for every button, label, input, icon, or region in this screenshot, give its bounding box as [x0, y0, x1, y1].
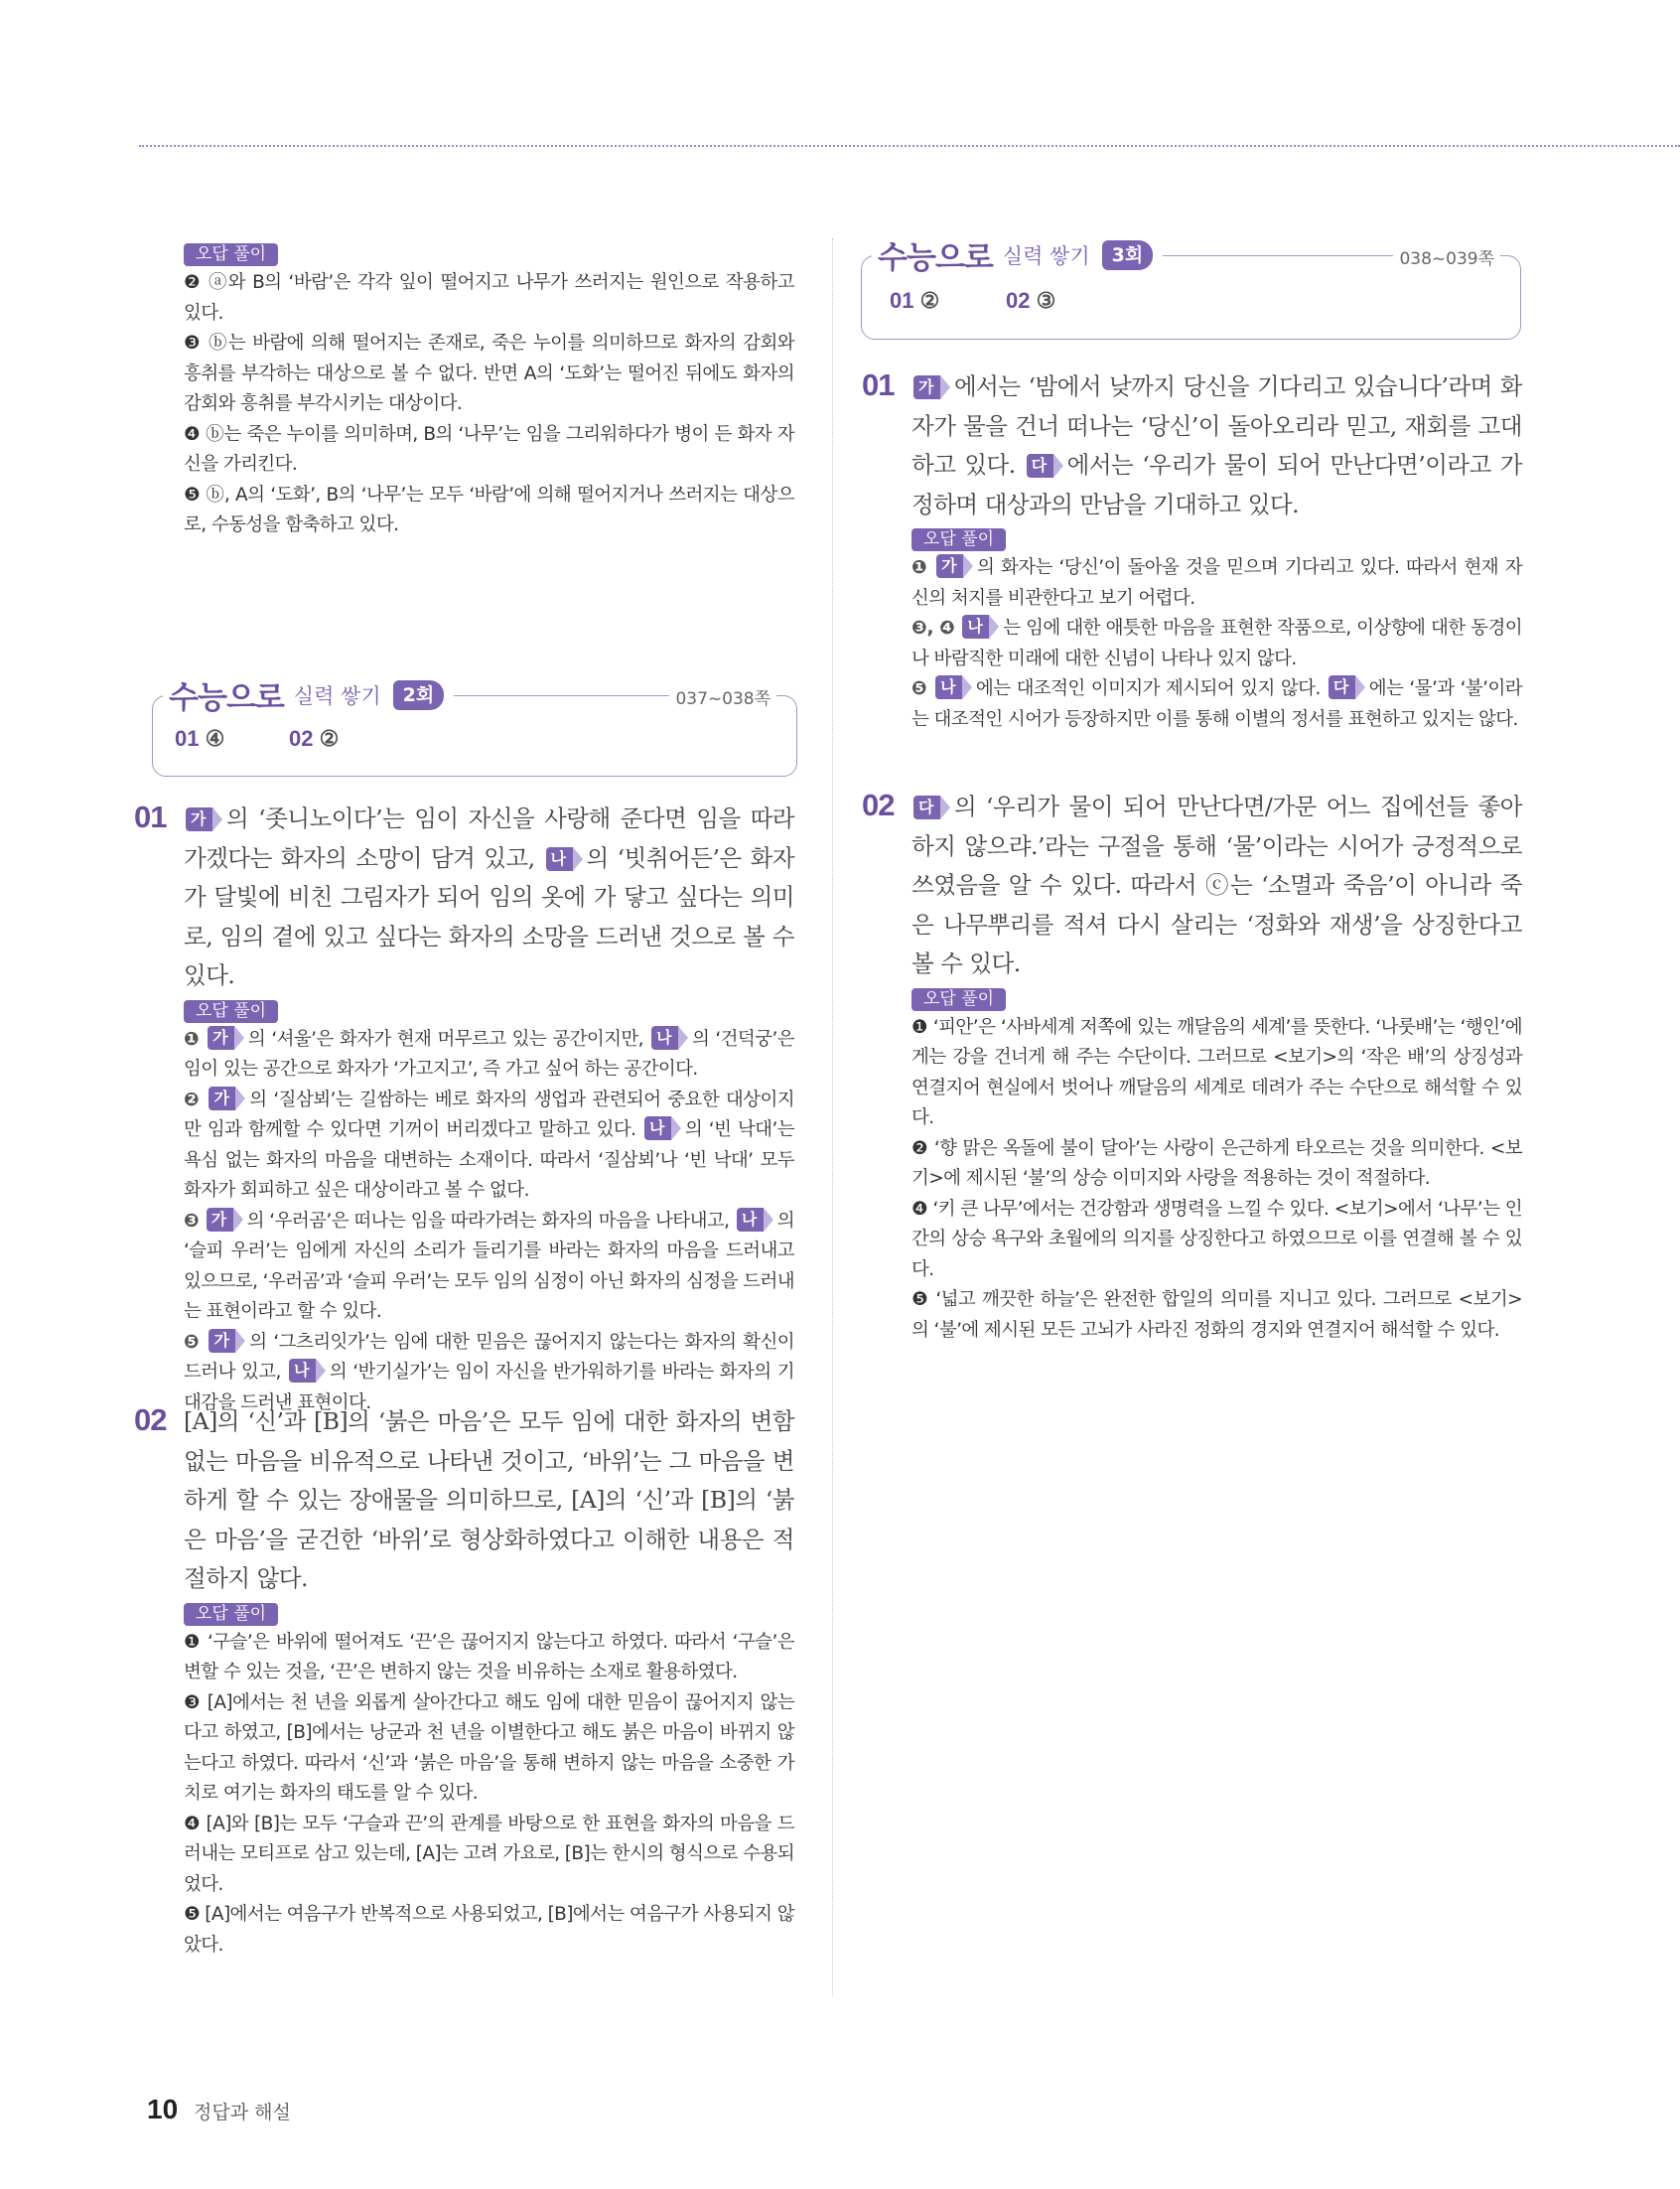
explanation-list — [184, 1628, 794, 1962]
explanation-list — [184, 268, 794, 541]
page-range: 037~038쪽 — [669, 684, 776, 709]
passage-badge: 나 — [289, 1359, 316, 1383]
column-divider — [832, 238, 833, 1996]
question-answer-text: 다 의 ‘우리가 물이 되어 만난다면/가문 어느 집에선들 좋아하지 않으랴.’라는 구절을 통해 ‘물’이라는 시어가 긍정적으로 쓰였음을 알 수 있다. 따라서 ⓒ는 ‘소멸과 죽음’이 아니라 죽은 나무뿌리를 적셔 다시 살리는 ‘정화와 재생’을 상징한다고 볼 수 있다. — [911, 793, 1522, 977]
question-number: 01 — [862, 367, 895, 402]
question-number: 02 — [134, 1402, 167, 1437]
explanation-list — [184, 1025, 794, 1419]
intro-explanation — [184, 243, 794, 541]
explanation-line: ❸, ❹ 나 는 임에 대한 애틋한 마음을 표현한 작품으로, 이상향에 대한 동경이나 바람직한 미래에 대한 신념이 나타나 있지 않다. — [911, 617, 1522, 669]
section-title-main: 수능으로 — [878, 240, 993, 276]
wrong-answer-tag: 오답 풀이 — [911, 988, 1006, 1011]
explanation-line: ❹ ‘키 큰 나무’에서는 건강함과 생명력을 느낄 수 있다. <보기>에서 ‘나무’는 인간의 상승 욕구와 초월에의 의지를 상징한다고 하였으므로 이를 연결해 볼 수 있다. — [911, 1198, 1522, 1280]
footer-label: 정답과 해설 — [194, 2102, 291, 2123]
question-02 — [134, 1402, 794, 1961]
question-number: 01 — [134, 800, 167, 834]
top-dotted-rule — [139, 145, 1680, 147]
explanation-line: ❺ 나 에는 대조적인 이미지가 제시되어 있지 않다. 다 에는 ‘물’과 ‘불’이라는 대조적인 시어가 등장하지만 이를 통해 이별의 정서를 표현하고 있지는 않다. — [911, 677, 1523, 730]
section-box-round3 — [861, 240, 1521, 340]
round-badge: 2회 — [393, 680, 445, 710]
wrong-answer-tag: 오답 풀이 — [184, 243, 278, 266]
passage-badge: 가 — [936, 554, 963, 578]
passage-badge: 가 — [208, 1026, 234, 1050]
explanation-line: ❶ ‘구슬’은 바위에 떨어져도 ‘끈’은 끊어지지 않는다고 하였다. 따라서 ‘구슬’은 변할 수 있는 것을, ‘끈’은 변하지 않는 것을 비유하는 소재로 활용하였다. — [184, 1631, 794, 1682]
section-title — [163, 672, 454, 717]
question-01 — [134, 800, 795, 1418]
explanation-line: ❹ [A]와 [B]는 모두 ‘구슬과 끈’의 관계를 바탕으로 한 표현을 화자의 마음을 드러내는 모티프로 삼고 있는데, [A]는 고려 가요로, [B]는 한시의 형식으로 수용되었다. — [184, 1813, 794, 1895]
passage-badge: 나 — [935, 675, 962, 699]
question-answer-text: [A]의 ‘신’과 [B]의 ‘붉은 마음’은 모두 임에 대한 화자의 변함없는 마음을 비유적으로 나타낸 것이고, ‘바위’는 그 마음을 변하게 할 수 있는 장애물을 의미하므로, [A]의 ‘신’과 [B]의 ‘붉은 마음’을 굳건한 ‘바위’로 형상화하였다고 이해한 내용은 적절하지 않다. — [184, 1407, 794, 1592]
question-01 — [862, 367, 1523, 735]
explanation-line: ❺ ‘넓고 깨끗한 하늘’은 완전한 합일의 의미를 지니고 있다. 그러므로 <보기>의 ‘불’에 제시된 모든 고뇌가 사라진 정화의 경지와 연결지어 해석할 수 있다. — [911, 1289, 1522, 1341]
passage-badge: 나 — [546, 847, 573, 871]
explanation-line: ❷ 가 의 ‘질삼뵈’는 길쌈하는 베로 화자의 생업과 관련되어 중요한 대상이지만 임과 함께할 수 있다면 기꺼이 버리겠다고 말하고 있다. 나 의 ‘빈 낙대’는 욕심 없는 화자의 마음을 대변하는 소재이다. 따라서 ‘질삼뵈’나 ‘빈 낙대’ 모두 화자가 회피하고 싶은 대상이라고 볼 수 없다. — [184, 1088, 794, 1201]
answer-02: 02 ③ — [1006, 288, 1056, 313]
explanation-list — [911, 553, 1522, 735]
explanation-line: ❷ ‘향 맑은 옥돌에 불이 달아’는 사랑이 은근하게 타오르는 것을 의미한다. <보기>에 제시된 ‘불’의 상승 이미지와 사랑을 적용하는 것이 적절하다. — [911, 1137, 1522, 1189]
section-title-sub: 실력 쌓기 — [293, 683, 381, 708]
passage-badge: 나 — [737, 1208, 764, 1232]
passage-badge: 가 — [207, 1208, 233, 1232]
wrong-answer-tag: 오답 풀이 — [911, 528, 1006, 551]
explanation-line: ❶ ‘피안’은 ‘사바세계 저쪽에 있는 깨달음의 세계’를 뜻한다. ‘나룻배’는 ‘행인’에게는 강을 건너게 해 주는 수단이다. 그러므로 <보기>의 ‘작은 배’의 상징성과 연결지어 현실에서 벗어나 깨달음의 세계로 데려가 주는 수단으로 해석할 수 있다. — [911, 1016, 1522, 1128]
passage-badge: 다 — [913, 796, 940, 819]
passage-badge: 나 — [962, 615, 989, 639]
passage-badge: 다 — [1329, 675, 1355, 699]
wrong-answer-tag: 오답 풀이 — [184, 1000, 278, 1023]
explanation-line: ❸ ⓑ는 바람에 의해 떨어지는 존재로, 죽은 누이를 의미하므로 화자의 감회와 흥취를 부각하는 대상으로 볼 수 없다. 반면 A의 ‘도화’는 떨어진 뒤에도 화자의 감회와 흥취를 부각시키는 대상이다. — [184, 333, 794, 414]
explanation-list — [911, 1013, 1522, 1347]
page-number: 10 — [147, 2094, 179, 2124]
explanation-line: ❺ [A]에서는 여음구가 반복적으로 사용되었고, [B]에서는 여음구가 사용되지 않았다. — [184, 1904, 794, 1956]
question-answer-text: 가 에서는 ‘밤에서 낮까지 당신을 기다리고 있습니다’라며 화자가 물을 건너 떠나는 ‘당신’이 돌아오리라 믿고, 재회를 고대하고 있다. 다 에서는 ‘우리가 물이 되어 만난다면’이라고 가정하며 대상과의 만남을 기대하고 있다. — [911, 372, 1522, 518]
passage-badge: 가 — [913, 375, 940, 399]
explanation-line: ❸ 가 의 ‘우러곰’은 떠나는 임을 따라가려는 화자의 마음을 나타내고, 나 의 ‘슬피 우러’는 임에게 자신의 소리가 들리기를 바라는 화자의 마음을 드러내고 있으므로, ‘우러곰’과 ‘슬피 우러’는 모두 임의 심정이 아닌 화자의 심정을 드러내는 표현이라고 할 수 있다. — [184, 1209, 795, 1322]
round-badge: 3회 — [1102, 240, 1154, 270]
question-answer-text: 가 의 ‘좃니노이다’는 임이 자신을 사랑해 준다면 임을 따라가겠다는 화자의 소망이 담겨 있고, 나 의 ‘빗취어든’은 화자가 달빛에 비친 그림자가 되어 임의 옷에 가 닿고 싶다는 의미로, 임의 곁에 있고 싶다는 화자의 소망을 드러낸 것으로 볼 수 있다. — [184, 804, 794, 989]
passage-badge: 가 — [186, 807, 212, 831]
question-02 — [862, 788, 1522, 1346]
page-range: 038~039쪽 — [1393, 244, 1500, 269]
passage-badge: 다 — [1027, 454, 1053, 478]
explanation-line: ❶ 가 의 ‘셔울’은 화자가 현재 머무르고 있는 공간이지만, 나 의 ‘건덕궁’은 임이 있는 공간으로 화자가 ‘가고지고’, 즉 가고 싶어 하는 공간이다. — [184, 1027, 795, 1080]
section-title-sub: 실력 쌓기 — [1002, 243, 1090, 268]
explanation-line: ❹ ⓑ는 죽은 누이를 의미하며, B의 ‘나무’는 임을 그리워하다가 병이 든 화자 자신을 가리킨다. — [184, 423, 794, 475]
explanation-line: ❸ [A]에서는 천 년을 외롭게 살아간다고 해도 임에 대한 믿음이 끊어지지 않는다고 하였고, [B]에서는 낭군과 천 년을 이별한다고 해도 붉은 마음이 바뀌지 않는다고 하였다. 따라서 ‘신’과 ‘붉은 마음’을 통해 변하지 않는 마음을 소중한 가치로 여기는 화자의 태도를 알 수 있다. — [184, 1691, 794, 1804]
section-title-main: 수능으로 — [169, 680, 284, 716]
passage-badge: 나 — [644, 1116, 671, 1140]
passage-badge: 나 — [651, 1026, 678, 1050]
answer-02: 02 ② — [289, 726, 340, 751]
question-number: 02 — [862, 788, 895, 822]
explanation-line: ❺ 가 의 ‘그츠리잇가’는 임에 대한 믿음은 끊어지지 않는다는 화자의 확신이 드러나 있고, 나 의 ‘반기실가’는 임이 자신을 반가워하기를 바라는 화자의 기대감을 드러낸 표현이다. — [184, 1330, 794, 1413]
explanation-line: ❷ ⓐ와 B의 ‘바람’은 각각 잎이 떨어지고 나무가 쓰러지는 원인으로 작용하고 있다. — [184, 272, 794, 324]
passage-badge: 가 — [209, 1087, 235, 1110]
passage-badge: 가 — [209, 1329, 235, 1353]
answer-01: 01 ④ — [175, 726, 225, 751]
explanation-line: ❶ 가 의 화자는 ‘당신’이 돌아올 것을 믿으며 기다리고 있다. 따라서 현재 자신의 처지를 비관한다고 보기 어렵다. — [911, 556, 1522, 609]
explanation-line: ❺ ⓑ, A의 ‘도화’, B의 ‘나무’는 모두 ‘바람’에 의해 떨어지거나 쓰러지는 대상으로, 수동성을 함축하고 있다. — [184, 484, 794, 535]
section-title — [872, 232, 1163, 277]
wrong-answer-tag: 오답 풀이 — [184, 1603, 278, 1626]
section-box-round2 — [152, 680, 797, 777]
answer-01: 01 ② — [890, 288, 940, 313]
